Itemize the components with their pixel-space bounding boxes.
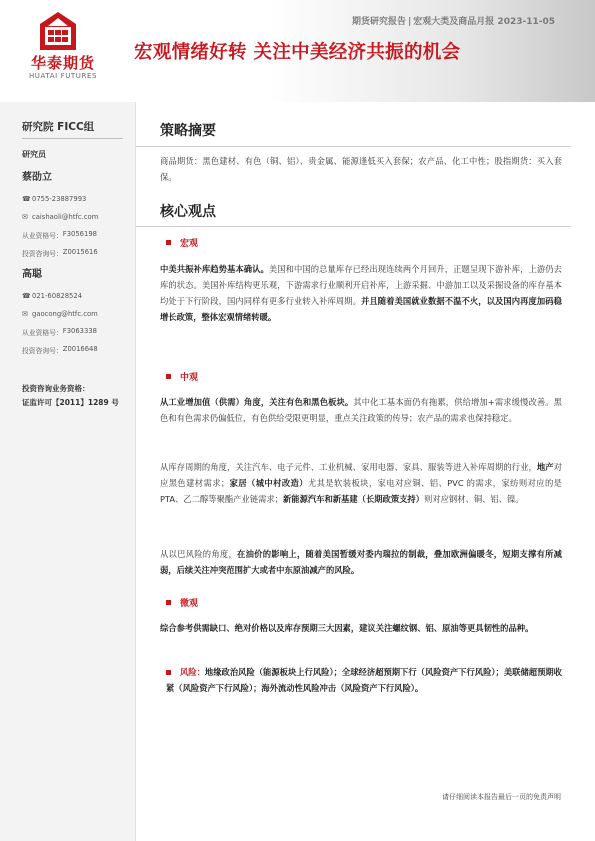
micro-paragraph: 综合参考供需缺口、绝对价格以及库存预期三大因素，建议关注螺纹钢、铝、原油等更具韧性的品种。 (160, 623, 534, 633)
report-tag-separator: | (408, 17, 412, 27)
report-title: 宏观情绪好转 关注中美经济共振的机会 (134, 42, 461, 63)
huatai-logo-icon (40, 12, 76, 50)
analyst-license: 从业资格号： F3056198 (22, 230, 97, 240)
section-divider (136, 226, 571, 227)
bullet-square-icon (166, 374, 171, 379)
qualification-permit: 证监许可【2011】1289 号 (22, 398, 119, 407)
logo-name-en: HUATAI FUTURES (28, 72, 98, 80)
analyst-card (22, 168, 98, 265)
report-tag (352, 14, 555, 27)
section-divider (136, 146, 571, 147)
analyst-email[interactable]: ✉ caishaoli@htfc.com (22, 212, 99, 221)
core-views-title: 核心观点 (160, 204, 216, 220)
author-sidebar (0, 102, 136, 841)
strategy-title: 策略摘要 (160, 123, 216, 139)
risk-label: 风险： (180, 667, 205, 677)
analyst-name: 蔡劭立 (22, 172, 52, 183)
analyst-phone: ☎ 021-60828524 (22, 292, 83, 300)
meso-paragraph-3: 从以巴风险的角度，在油价的影响上，随着美国暂缓对委内瑞拉的制裁，叠加欧洲偏暖冬，短期支撑有所减弱，后续关注冲突范围扩大或者中东原油减产的风险。 (160, 549, 562, 575)
bullet-square-icon (166, 600, 171, 605)
analyst-license: 从业资格号： F3063338 (22, 327, 97, 337)
qualification-label: 投资咨询业务资格： (22, 384, 90, 393)
risk-paragraph: 风险：地缘政治风险（能源板块上行风险）；全球经济超预期下行（风险资产下行风险）；美联储超预期收紧（风险资产下行风险）；海外流动性风险冲击（风险资产下行风险）。 (166, 667, 562, 693)
sidebar-divider (22, 138, 123, 139)
disclaimer-note: 请仔细阅读本报告最后一页的免责声明 (442, 793, 561, 801)
analyst-card (22, 265, 98, 362)
email-icon: ✉ (22, 309, 28, 318)
macro-paragraph: 中美共振补库趋势基本确认。美国和中国的总量库存已经出现连续两个月回升，正题呈现下游补库，上游仍去库的状态。美国补库结构更乐观，下游需求行业顺利开启补库，上游采掘、中游加工以及采掘设备的库存基本均处于下行阶段，国内同样有更多行业转入补库周期。并且随着美国就业数据不温不火，以及国内再度加码稳增长政策，整体宏观情绪转暖。 (160, 264, 562, 322)
bullet-square-icon (166, 670, 171, 675)
macro-heading: 宏观 (166, 236, 198, 249)
company-logo (18, 12, 108, 88)
phone-icon: ☎ (22, 195, 31, 203)
report-series-date: 宏观大类及商品月报 2023-11-05 (413, 17, 555, 27)
report-header (0, 0, 595, 102)
bullet-square-icon (166, 240, 171, 245)
meso-paragraph-2: 从库存周期的角度，关注汽车、电子元件、工业机械、家用电器、家具、服装等进入补库周期的行业，地产对应黑色建材需求；家居（城中村改造）尤其是软装板块，家电对应铜、铝、PVC 的需求，家纺则对应的是 PTA、乙二醇等聚酯产业链需求；新能源汽车和新基建（长期政策支持）则对应钢材、铜、铝、镍。 (160, 462, 562, 504)
phone-icon: ☎ (22, 292, 31, 300)
role-label: 研究员 (22, 150, 46, 159)
report-type: 期货研究报告 (351, 17, 406, 27)
email-icon: ✉ (22, 212, 28, 221)
analyst-advisor-no: 投资咨询号： Z0015616 (22, 247, 98, 258)
analyst-phone: ☎ 0755-23887993 (22, 195, 87, 203)
meso-heading: 中观 (166, 370, 198, 383)
micro-heading: 微观 (166, 596, 198, 609)
department: 研究院 FICC组 (22, 121, 95, 133)
analyst-name: 高聪 (22, 269, 42, 280)
qualification-info (22, 382, 119, 410)
strategy-summary: 商品期货：黑色建材、有色（铜、铝）、贵金属、能源逢低买入套保；农产品、化工中性；股指期货：买入套保。 (160, 156, 562, 182)
logo-name-cn: 华泰期货 (30, 54, 95, 72)
analyst-email[interactable]: ✉ gaocong@htfc.com (22, 309, 98, 318)
meso-paragraph-1: 从工业增加值（供需）角度，关注有色和黑色板块。其中化工基本面仍有拖累，供给增加+需求缓慢改善。黑色和有色需求仍偏低位，有色供给受限更明显，重点关注政策的传导；农产品的需求也保持稳定。 (160, 397, 562, 423)
analyst-advisor-no: 投资咨询号： Z0016648 (22, 344, 98, 355)
